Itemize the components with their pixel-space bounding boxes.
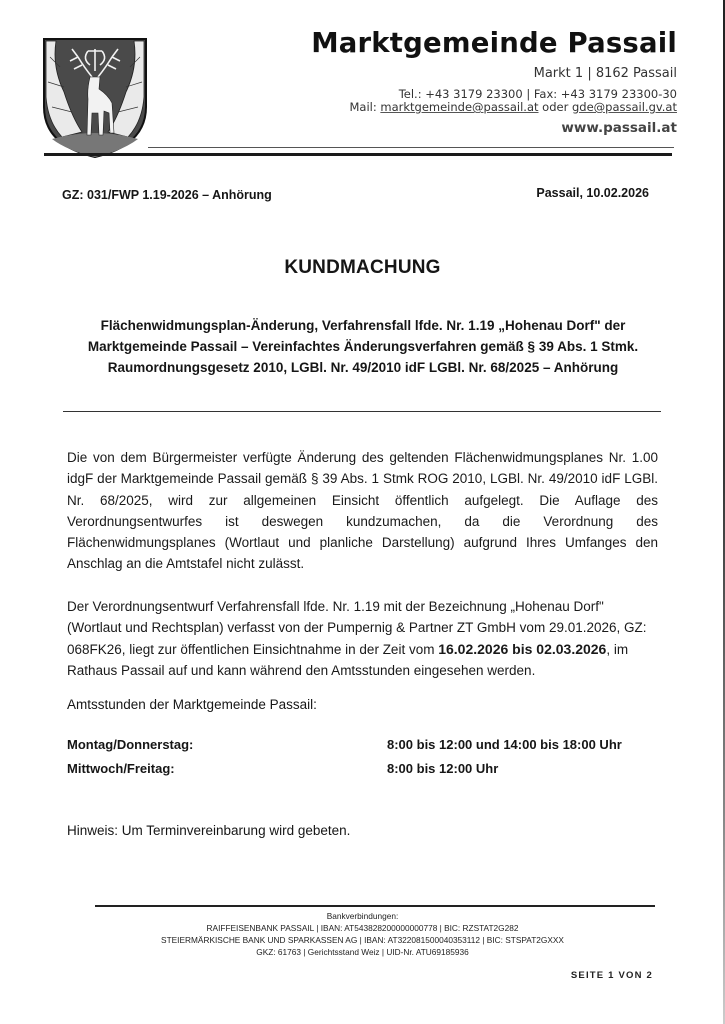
footer-ids: GKZ: 61763 | Gerichtsstand Weiz | UID-Nr. ATU69185936 xyxy=(256,947,469,957)
document-subject: Flächenwidmungsplan-Änderung, Verfahrensfall lfde. Nr. 1.19 „Hohenau Dorf" der Marktgemeinde Passail – Vereinfachtes Änderungsverfahren gemäß § 39 Abs. 1 Stmk. Raumordnungsgesetz 2010, LGBl. Nr. 49/2010 idF LGBl. Nr. 68/2025 – Anhörung xyxy=(87,318,639,375)
footer xyxy=(0,910,725,958)
subject-divider xyxy=(63,411,661,412)
paragraph-announcement: Die von dem Bürgermeister verfügte Änderung des geltenden Flächenwidmungsplanes Nr. 1.00 idgF der Marktgemeinde Passail gemäß § 39 Abs. 1 Stmk ROG 2010, LGBl. Nr. 49/2010 idF LGBl. Nr. 68/2025, wird zur allgemeinen Einsicht öffentlich aufgelegt. Die Auflage des Verordnungsentwurfes ist deswegen kundzumachen, da die Verordnung des Flächenwidmungsplanes (Wortlaut und planliche Darstellung) aufgrund Ihres Umfanges den Anschlag an die Amtstafel nicht zulässt. xyxy=(67,450,658,572)
office-hours-time: 8:00 bis 12:00 Uhr xyxy=(387,761,499,776)
mail-prefix: Mail: xyxy=(349,100,381,114)
website-link[interactable]: www.passail.at xyxy=(561,120,677,136)
document-title: KUNDMACHUNG xyxy=(284,257,441,278)
mail-link-secondary[interactable]: gde@passail.gv.at xyxy=(571,100,677,114)
header-divider-thin xyxy=(148,147,674,148)
mail-link-primary[interactable]: marktgemeinde@passail.at xyxy=(380,100,539,114)
header-divider-thick xyxy=(44,153,672,156)
office-hours-intro: Amtsstunden der Marktgemeinde Passail: xyxy=(67,697,317,712)
office-hours-days: Montag/Donnerstag: xyxy=(67,737,194,752)
footer-divider xyxy=(95,905,655,907)
coat-of-arms-icon xyxy=(42,37,148,159)
mail-joiner: oder xyxy=(538,100,572,114)
organization-name: Marktgemeinde Passail xyxy=(311,27,677,59)
page-indicator: SEITE 1 VON 2 xyxy=(570,970,653,981)
inspection-text-after: , im Rathaus Passail auf und kann während den Amtsstunden eingesehen werden. xyxy=(67,641,629,678)
footer-bank-steiermaerkische: STEIERMÄRKISCHE BANK UND SPARKASSEN AG | IBAN: AT322081500040353112 | BIC: STSPAT2GXXX xyxy=(161,935,564,945)
phone-fax: Tel.: +43 3179 23300 | Fax: +43 3179 23300-30 xyxy=(398,87,677,101)
appointment-hint: Hinweis: Um Terminvereinbarung wird gebeten. xyxy=(67,823,351,838)
organization-address: Markt 1 | 8162 Passail xyxy=(533,66,677,81)
inspection-period: 16.02.2026 bis 02.03.2026 xyxy=(438,640,607,657)
footer-heading: Bankverbindungen: xyxy=(326,911,399,921)
inspection-text-before: Der Verordnungsentwurf Verfahrensfall lfde. Nr. 1.19 mit der Bezeichnung „Hohenau Dorf" (Wortlaut und Rechtsplan) verfasst von der Pumpernig & Partner ZT GmbH vom 29.01.2026, GZ: 068FK26, liegt zur öffentlichen Einsichtnahme in der Zeit vom xyxy=(67,599,647,657)
reference-number: GZ: 031/FWP 1.19-2026 – Anhörung xyxy=(62,188,272,202)
footer-bank-raiffeisen: RAIFFEISENBANK PASSAIL | IBAN: AT543828200000000778 | BIC: RZSTAT2G282 xyxy=(206,923,519,933)
paragraph-inspection xyxy=(67,596,658,681)
mail-line xyxy=(349,100,677,114)
office-hours-time: 8:00 bis 12:00 und 14:00 bis 18:00 Uhr xyxy=(387,737,622,752)
place-date: Passail, 10.02.2026 xyxy=(536,186,649,200)
office-hours-days: Mittwoch/Freitag: xyxy=(67,761,175,776)
